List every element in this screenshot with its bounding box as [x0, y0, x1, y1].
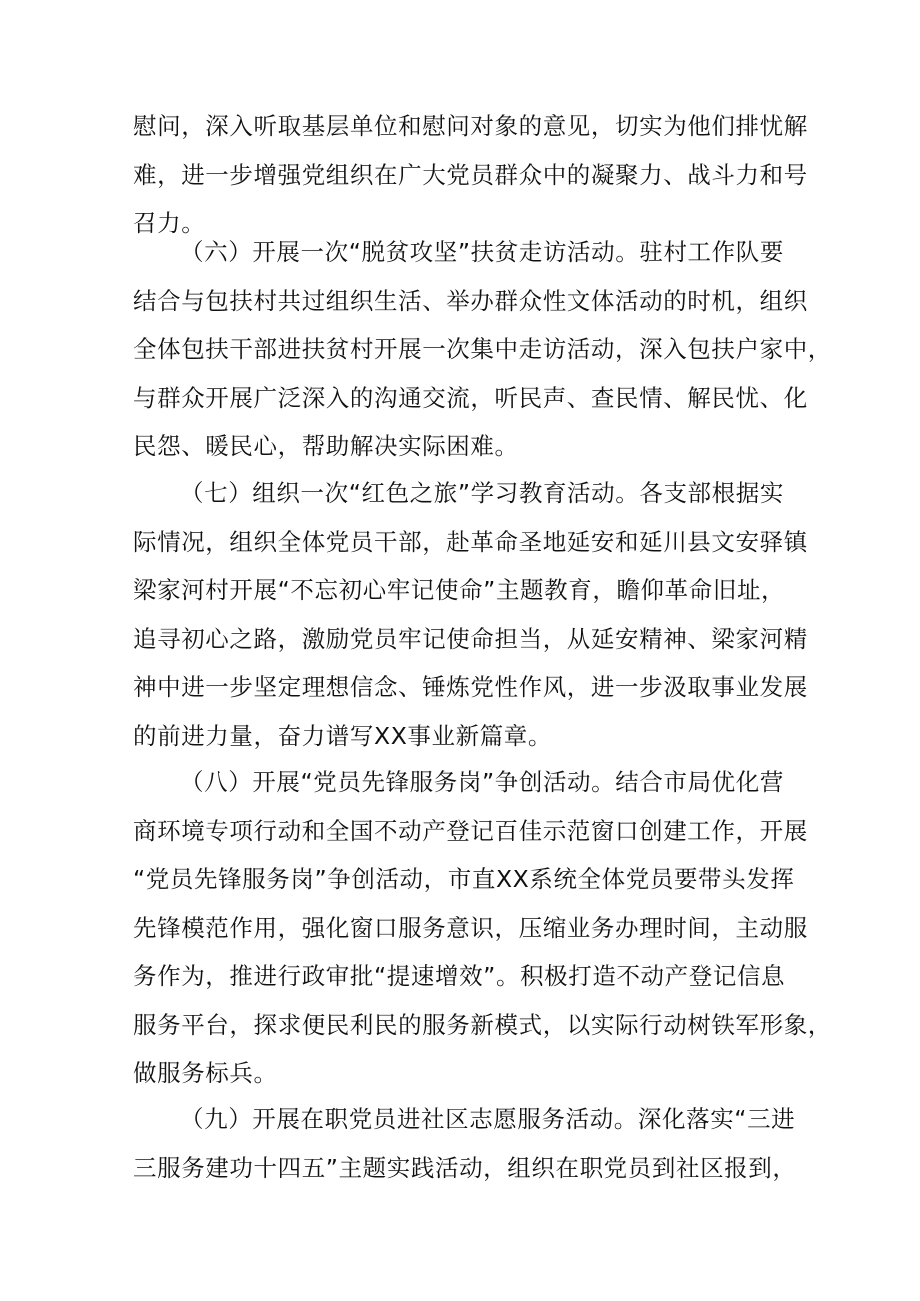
text-line: （七）组织一次“红色之旅”学习教育活动。各支部根据实	[180, 479, 784, 507]
text-line: 际情况，组织全体党员干部，赴革命圣地延安和延川县文安驿镇	[133, 527, 808, 556]
text-line: 的前进力量，奋力谱写XX事业新篇章。	[133, 721, 552, 750]
text-line: 召力。	[133, 209, 206, 237]
paragraph-community-volunteer	[133, 1095, 823, 1192]
text-line: 慰问，深入听取基层单位和慰问对象的意见，切实为他们排忧解	[133, 112, 808, 140]
text-line: 全体包扶干部进扶贫村开展一次集中走访活动，深入包扶户家中，	[133, 335, 832, 363]
text-line: 务作为，推进行政审批“提速增效”。积极打造不动产登记信息	[133, 962, 786, 990]
text-line: 神中进一步坚定理想信念、锤炼党性作风，进一步汲取事业发展	[133, 673, 808, 701]
text-line: 与群众开展广泛深入的沟通交流，听民声、查民情、解民忧、化	[133, 383, 808, 412]
text-line: 先锋模范作用，强化窗口服务意识，压缩业务办理时间，主动服	[133, 913, 808, 942]
text-line: 追寻初心之路，激励党员牢记使命担当，从延安精神、梁家河精	[133, 624, 808, 653]
text-line: （九）开展在职党员进社区志愿服务活动。深化落实“三进	[180, 1105, 796, 1133]
text-line: 民怨、暖民心，帮助解决实际困难。	[133, 432, 519, 460]
text-line: 商环境专项行动和全国不动产登记百佳示范窗口创建工作，开展	[133, 816, 808, 845]
text-line: 结合与包扶村共过组织生活、举办群众性文体活动的时机，组织	[133, 286, 808, 315]
text-line: 做服务标兵。	[133, 1059, 278, 1087]
paragraph-poverty-visit	[133, 228, 832, 471]
text-line: （六）开展一次“脱贫攻坚”扶贫走访活动。驻村工作队要	[180, 238, 784, 266]
text-line: 难，进一步增强党组织在广大党员群众中的凝聚力、战斗力和号	[133, 160, 808, 189]
paragraph-condolence-continued	[133, 102, 823, 248]
text-line: “党员先锋服务岗”争创活动，市直XX系统全体党员要带头发挥	[133, 865, 795, 893]
paragraph-service-post	[133, 758, 832, 1098]
text-line: 梁家河村开展“不忘初心牢记使命”主题教育，瞻仰革命旧址，	[133, 576, 786, 604]
text-line: 服务平台，探求便民利民的服务新模式，以实际行动树铁军形象，	[133, 1010, 832, 1039]
text-line: （八）开展“党员先锋服务岗”争创活动。结合市局优化营	[180, 768, 784, 796]
text-line: 三服务建功十四五”主题实践活动，组织在职党员到社区报到，	[133, 1153, 797, 1182]
paragraph-red-tour	[133, 469, 823, 760]
